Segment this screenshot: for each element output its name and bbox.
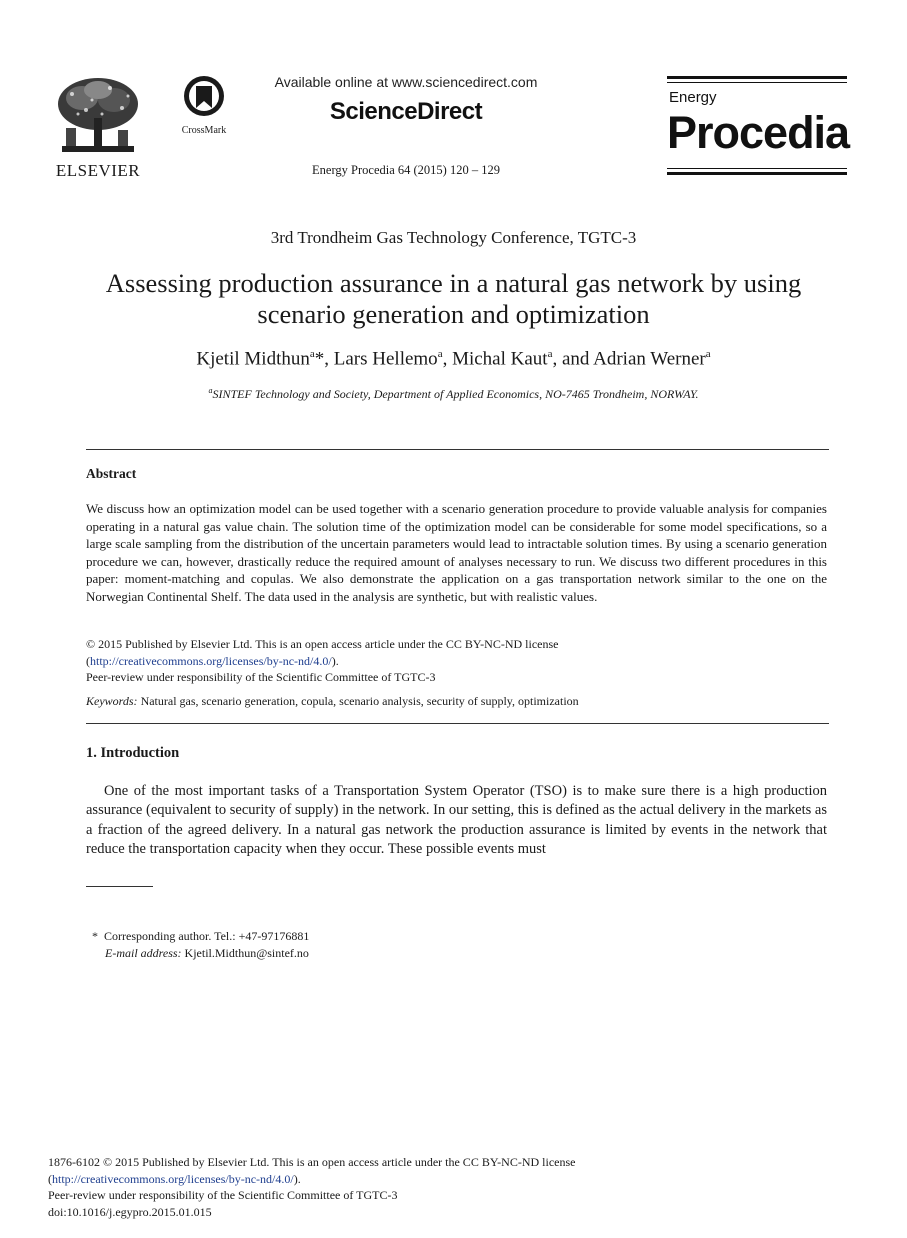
logo-rule [667, 76, 847, 79]
corresponding-mark: * [314, 348, 325, 370]
journal-small-name: Energy [669, 89, 717, 106]
abstract-heading: Abstract [86, 466, 137, 481]
elsevier-logo [50, 74, 146, 180]
crossmark-icon [182, 74, 226, 118]
abstract-text: We discuss how an optimization model can be used together with a scenario generation procedure to provide valuable analysis for companies operating in a natural gas value chain. The solution time of the optimization model can be considerable for some model specifications, so a large scale sampling from the distribution of the uncertain parameters would lead to intractable solution times. By using a scenario generation procedure we can, however, drastically reduce the required amount of analyses necessary to run. We discuss two different procedures in this paper: moment-matching and copulas. We also demonstrate the application on a gas transportation network similar to the one on the Norwegian Continental Shelf. The data used in the analysis are synthetic, but with realistic values. [86, 501, 827, 604]
paper-title: Assessing production assurance in a natural gas network by using scenario generation and optimization [105, 268, 802, 329]
author-separator: , and [552, 348, 594, 370]
license-block [86, 636, 827, 686]
publisher-name: ELSEVIER [55, 161, 141, 180]
license-url-line [86, 653, 827, 670]
paren: ( [48, 1171, 52, 1186]
paren: ( [86, 653, 90, 668]
affiliation-mark: a [208, 386, 213, 395]
corresponding-author: Corresponding author. Tel.: +47-97176881 [104, 929, 310, 943]
crossmark-label: CrossMark [181, 125, 227, 136]
license-line: © 2015 Published by Elsevier Ltd. This is an open access article under the CC BY-NC-ND license [86, 637, 559, 651]
author-list [0, 348, 907, 370]
author-affiliation-mark: a [705, 348, 711, 360]
author-affiliation-mark: a [309, 348, 315, 360]
author-affiliation-mark: a [547, 348, 553, 360]
footnote-email [86, 945, 486, 962]
email-label: E-mail address: [105, 945, 182, 960]
license-link[interactable]: http://creativecommons.org/licenses/by-nc-nd/4.0/ [52, 1171, 294, 1186]
footnote [86, 928, 486, 961]
author-separator: , [442, 348, 453, 370]
doi[interactable]: doi:10.1016/j.egypro.2015.01.015 [48, 1204, 212, 1219]
peer-review-line: Peer-review under responsibility of the Scientific Committee of TGTC-3 [86, 670, 436, 684]
author-name: Lars Hellemo [333, 348, 438, 370]
divider [86, 723, 829, 724]
energy-procedia-logo [667, 76, 850, 176]
keywords-line [86, 694, 827, 709]
logo-rule [667, 172, 847, 175]
crossmark-badge[interactable] [176, 74, 232, 134]
logo-rule [667, 168, 847, 169]
journal-reference: Energy Procedia 64 (2015) 120 – 129 [312, 163, 500, 177]
logo-rule [667, 82, 847, 83]
introduction-text: One of the most important tasks of a Transportation System Operator (TSO) is to make sure there is a high production assurance (equivalent to security of supply) in the network. In our setting, this is defined as the actual delivery in the markets as a fraction of the agreed delivery. In a natural gas network the production assurance is limited by events in the network that reduce the transportation capacity when they occur. These possible events must [86, 783, 827, 858]
license-url-line [48, 1171, 748, 1188]
peer-review-line: Peer-review under responsibility of the Scientific Committee of TGTC-3 [48, 1188, 398, 1202]
journal-big-name: Procedia [667, 107, 850, 158]
footnote-mark: * [92, 929, 98, 943]
conference-name: 3rd Trondheim Gas Technology Conference, TGTC-3 [270, 228, 637, 247]
section-heading: 1. Introduction [86, 745, 180, 761]
paren: ). [331, 653, 339, 668]
elsevier-tree-icon [52, 74, 144, 156]
paren: ). [293, 1171, 301, 1186]
author-name: Michal Kaut [452, 348, 548, 370]
author-name: Kjetil Midthun [196, 348, 310, 370]
footnote-corresponding [86, 928, 486, 945]
author-affiliation-mark: a [437, 348, 443, 360]
issn-line: 1876-6102 © 2015 Published by Elsevier Ltd. This is an open access article under the CC BY-NC-ND license [48, 1155, 576, 1169]
keywords-label: Keywords: [86, 694, 138, 708]
sciencedirect-logo: ScienceDirect [329, 98, 483, 125]
license-link[interactable]: http://creativecommons.org/licenses/by-nc-nd/4.0/ [90, 653, 332, 668]
email-address[interactable]: Kjetil.Midthun@sintef.no [184, 945, 309, 960]
copyright-block [48, 1154, 748, 1220]
affiliation-text: SINTEF Technology and Society, Department of Applied Economics, NO-7465 Trondheim, NORWAY. [212, 387, 699, 401]
available-online[interactable]: Available online at www.sciencedirect.com [274, 74, 538, 90]
author-name: Adrian Werner [593, 348, 706, 370]
divider [86, 449, 829, 450]
keywords-text: Natural gas, scenario generation, copula, scenario analysis, security of supply, optimization [140, 694, 579, 708]
author-separator: , [324, 348, 334, 370]
footnote-rule [86, 886, 153, 887]
affiliation [0, 386, 907, 402]
